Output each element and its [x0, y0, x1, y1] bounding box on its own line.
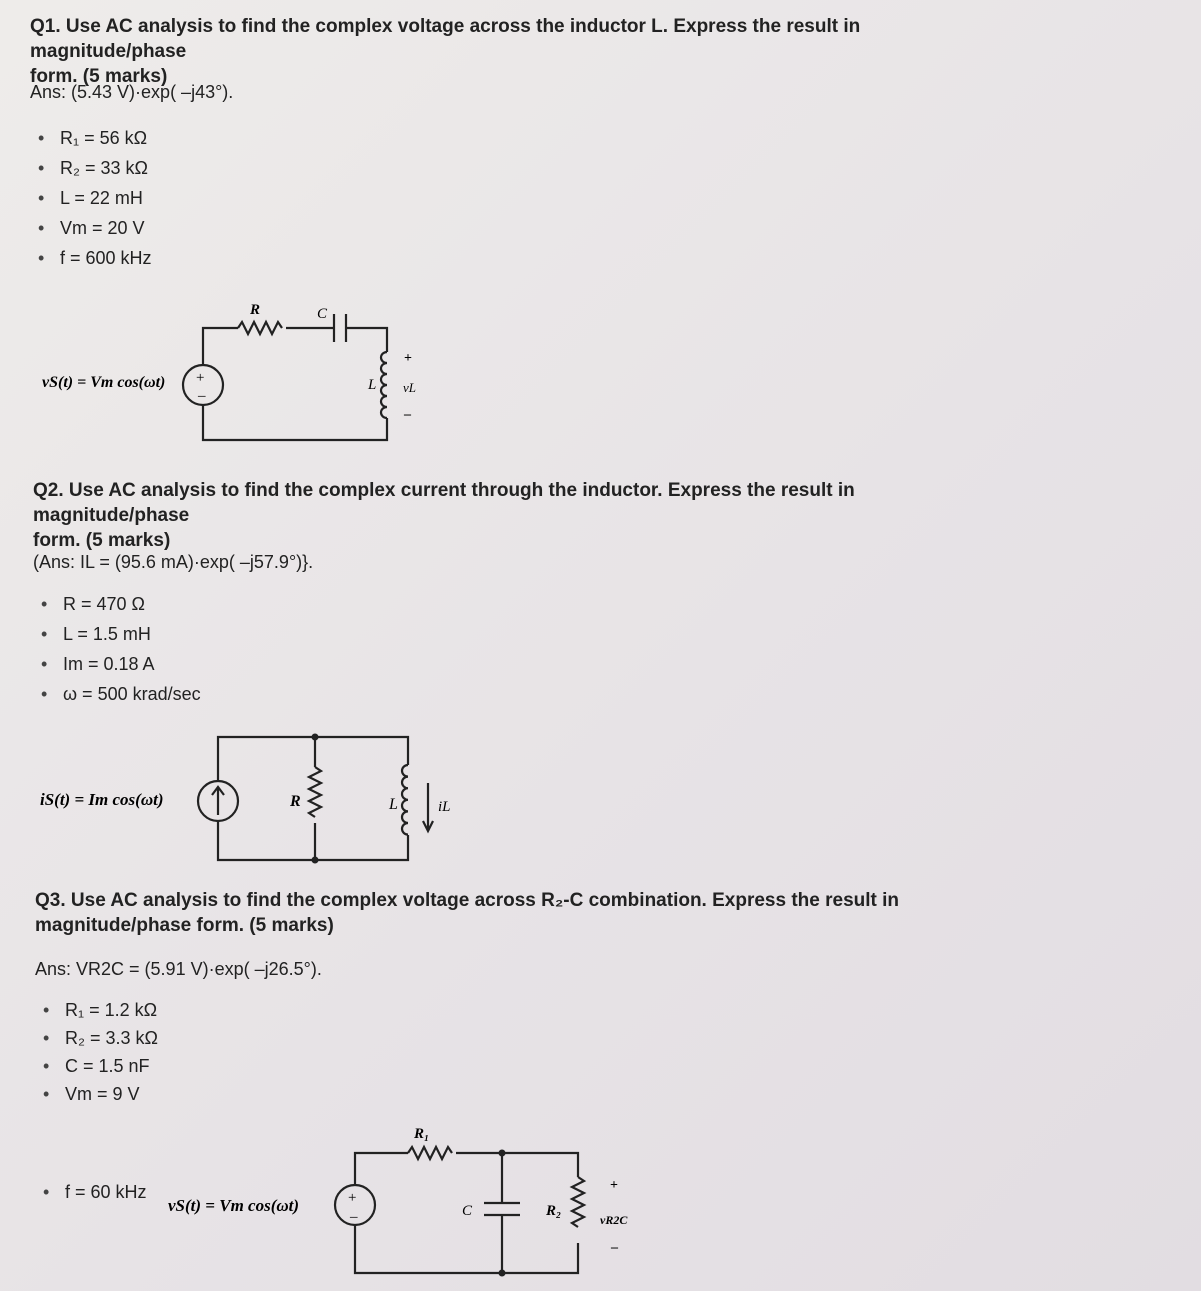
q1-vl-minus: –	[404, 407, 411, 422]
q1-capacitor	[334, 314, 346, 342]
q3-parameter-list-extra	[35, 1177, 147, 1207]
q3-source-label: vS(t) = Vm cos(ωt)	[168, 1196, 300, 1215]
q3-r2-label: R₂	[546, 1203, 562, 1219]
q1-inductor	[381, 352, 387, 418]
q2-wire	[218, 821, 408, 860]
q3-node	[499, 1150, 506, 1157]
q1-param: • R₂ = 33 kΩ	[30, 153, 152, 183]
q3-title-line1: Q3. Use AC analysis to find the complex voltage across R₂-C combination. Express the result in	[35, 890, 900, 911]
q1-wire	[203, 328, 238, 365]
q1-title-line2: form. (5 marks)	[30, 66, 168, 87]
q3-param: • Vm = 9 V	[35, 1080, 158, 1108]
q3-r1-label: R₁	[414, 1126, 430, 1142]
q3-wire	[355, 1153, 408, 1185]
q3-v-label: vR2C	[600, 1213, 628, 1227]
q3-circuit-diagram	[150, 1115, 670, 1285]
q1-answer: Ans: (5.43 V)·exp( –j43°).	[30, 82, 234, 102]
q1-source-label: vS(t) = Vm cos(ωt)	[42, 374, 166, 391]
q2-param: • R = 470 Ω	[33, 589, 201, 619]
q2-source-label: iS(t) = Im cos(ωt)	[40, 790, 164, 809]
q1-source-plus: +	[196, 370, 205, 386]
q3-parameter-list	[35, 996, 158, 1108]
q3-source-plus: +	[348, 1190, 357, 1206]
q3-v-plus: +	[610, 1178, 618, 1193]
q2-inductor-label: L	[389, 796, 398, 813]
q2-title-line1: Q2. Use AC analysis to find the complex current through the inductor. Express the result in magnitude/phase	[33, 480, 855, 526]
q3-title-line2: magnitude/phase form. (5 marks)	[35, 915, 334, 936]
q2-parameter-list	[33, 589, 201, 709]
q1-resistor-label: R	[250, 302, 261, 318]
q3-param: • R₁ = 1.2 kΩ	[35, 996, 158, 1024]
q3-title	[35, 888, 935, 938]
q2-il-label: iL	[438, 799, 451, 815]
q1-circuit-diagram	[0, 290, 460, 450]
q2-resistor	[309, 767, 321, 817]
q1-param: • L = 22 mH	[30, 183, 152, 213]
q2-title-line2: form. (5 marks)	[33, 530, 171, 551]
q2-inductor	[402, 765, 408, 835]
q3-node	[499, 1270, 506, 1277]
q2-current-arrow-icon	[423, 783, 433, 831]
q3-v-minus: –	[611, 1240, 618, 1255]
q1-capacitor-label: C	[317, 306, 328, 322]
q2-param: • L = 1.5 mH	[33, 619, 201, 649]
q1-vl-label: vL	[403, 380, 416, 395]
q1-wire	[203, 405, 387, 440]
q2-param: • Im = 0.18 A	[33, 649, 201, 679]
q1-wire	[346, 328, 387, 352]
q2-title	[33, 478, 1013, 553]
q3-param: • R₂ = 3.3 kΩ	[35, 1024, 158, 1052]
q3-capacitor	[484, 1203, 520, 1215]
q1-param: • f = 600 kHz	[30, 243, 152, 273]
q1-title	[30, 14, 1010, 89]
q3-param: • f = 60 kHz	[35, 1177, 147, 1207]
q1-title-line1: Q1. Use AC analysis to find the complex voltage across the inductor L. Express the result in magnitude/phase	[30, 16, 861, 62]
q3-wire	[456, 1153, 578, 1177]
q1-param: • R₁ = 56 kΩ	[30, 123, 152, 153]
q1-vl-plus: +	[404, 351, 412, 366]
q3-source-minus: –	[350, 1209, 358, 1225]
q2-node	[312, 734, 319, 741]
q1-source-minus: –	[198, 388, 206, 404]
q3-resistor-r1	[408, 1147, 452, 1159]
q1-resistor	[238, 322, 282, 334]
q2-node	[312, 857, 319, 864]
q2-resistor-label: R	[290, 793, 301, 810]
q3-param: • C = 1.5 nF	[35, 1052, 158, 1080]
q2-answer: (Ans: IL = (95.6 mA)·exp( –j57.9°)}.	[33, 552, 314, 572]
q3-capacitor-label: C	[462, 1203, 473, 1219]
q3-answer: Ans: VR2C = (5.91 V)·exp( –j26.5°).	[35, 959, 322, 979]
q1-inductor-label: L	[368, 377, 377, 393]
q1-parameter-list	[30, 123, 152, 273]
q2-circuit-diagram	[0, 725, 480, 875]
q2-param: • ω = 500 krad/sec	[33, 679, 201, 709]
q2-arrow-up-icon	[212, 787, 224, 815]
q3-wire	[355, 1225, 578, 1273]
q1-param: • Vm = 20 V	[30, 213, 152, 243]
q3-resistor-r2	[572, 1177, 584, 1227]
